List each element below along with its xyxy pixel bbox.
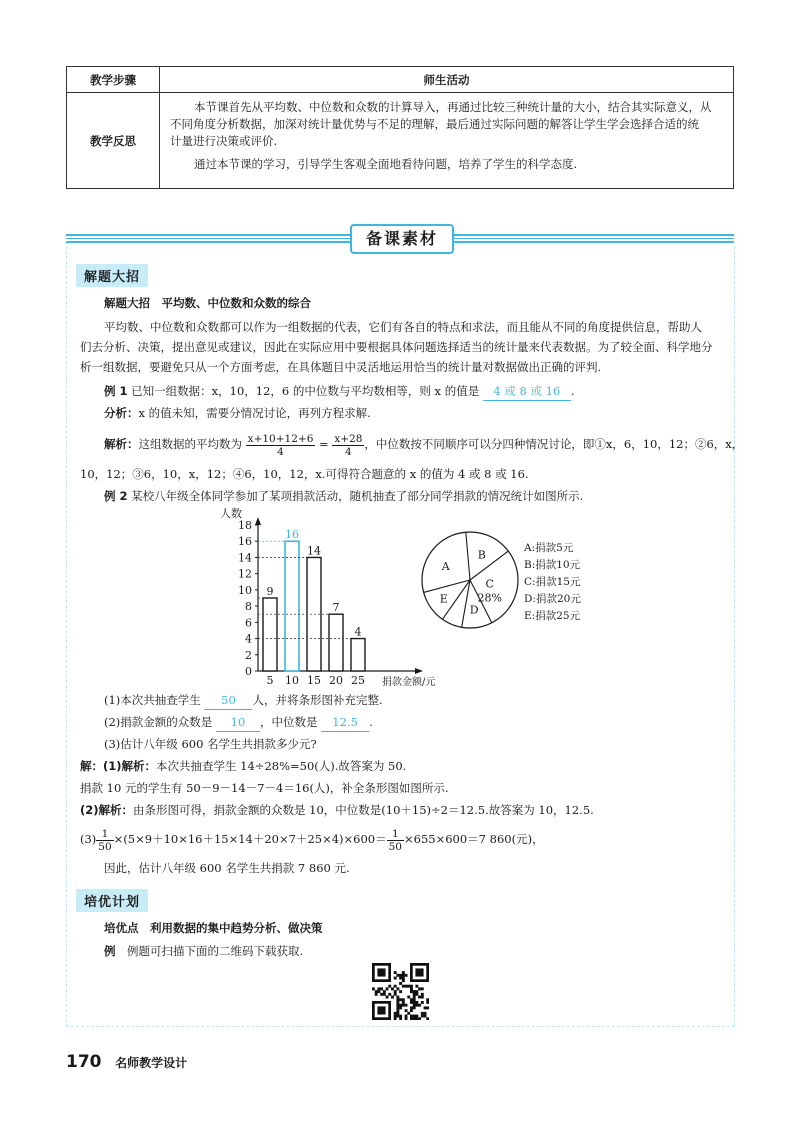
bar xyxy=(329,614,343,671)
data-label: 7 xyxy=(332,601,340,615)
y-tick-label: 8 xyxy=(245,600,252,614)
bar-chart xyxy=(210,505,450,687)
section-heading: 解题大招 平均数、中位数和众数的综合 xyxy=(104,296,311,310)
y-axis-arrow xyxy=(255,517,261,525)
y-tick-label: 18 xyxy=(238,519,252,532)
y-tick-label: 6 xyxy=(245,616,252,630)
solution-3: (3) $\frac{1}{50}$ ×(5×9＋10×16＋15×14＋20×7＋25×4)×600＝ $\frac{1}{50}$ ×655×600＝7 860(元)， xyxy=(80,827,544,853)
y-tick-label: 0 xyxy=(245,665,252,678)
y-tick-label: 14 xyxy=(238,551,252,565)
intro-line: 平均数、中位数和众数都可以作为一组数据的代表，它们有各自的特点和求法，而且能从不同的角度提供信息，帮助人 xyxy=(104,320,702,334)
section-tag-advance: 培优计划 xyxy=(76,889,148,912)
pie-legend xyxy=(524,540,581,625)
intro-line: 析一组数据，要避免只从一个方面考虑，在具体题目中灵活地运用恰当的统计量对数据做出正确的评判. xyxy=(80,360,602,374)
data-label: 9 xyxy=(266,585,274,598)
reflection-line: 通过本节课的学习，引导学生客观全面地看待问题，培养了学生的科学态度. xyxy=(194,157,578,171)
y-axis-label: 人数 xyxy=(220,507,242,520)
solution-label: 解析： xyxy=(104,437,139,451)
section-heading: 培优点 利用数据的集中趋势分析、做决策 xyxy=(104,921,323,935)
banner-title: 备课素材 xyxy=(350,224,454,254)
answer-blank: 4 或 8 或 16 xyxy=(483,383,571,401)
legend-item: D:捐款20元 xyxy=(524,593,581,605)
example-text: 已知一组数据：x，10，12，6 的中位数与平均数相等，则 x 的值是 xyxy=(131,384,480,398)
y-tick-label: 16 xyxy=(238,535,252,549)
example-1: 例 1 已知一组数据：x，10，12，6 的中位数与平均数相等，则 x 的值是 4 或 8 或 16 . xyxy=(104,383,575,401)
pie-slice-label: C xyxy=(485,577,494,591)
reflection-line: 计量进行决策或评价. xyxy=(170,134,278,148)
bar xyxy=(263,598,277,671)
x-axis-label: 捐款金额/元 xyxy=(382,677,436,687)
analysis-label: 分析： xyxy=(104,406,139,420)
question-3: (3)估计八年级 600 名学生共捐款多少元? xyxy=(104,737,317,751)
answer-blank: 10 xyxy=(216,714,260,732)
solution-line: 10，12；③6，10，x，12；④6，10，12，x.可得符合题意的 x 的值为 4 或 8 或 16. xyxy=(80,467,529,481)
answer-blank: 12.5 xyxy=(321,714,369,732)
reflection-table xyxy=(66,66,734,189)
pie-slice-label: E xyxy=(439,592,448,606)
question-1: (1)本次共抽查学生 50 人，并将条形图补充完整. xyxy=(104,692,383,710)
x-tick-label: 20 xyxy=(329,674,343,687)
legend-item: A:捐款5元 xyxy=(524,542,574,554)
pie-slice-label: A xyxy=(441,560,450,573)
page-number: 170 xyxy=(66,1052,102,1072)
data-label: 14 xyxy=(307,544,321,558)
table-header-step: 教学步骤 xyxy=(67,67,160,93)
bar xyxy=(351,639,365,671)
table-header-activity: 师生活动 xyxy=(160,67,734,93)
example-1-solution: 解析：这组数据的平均数为 $\frac{x+10+12+6}{4}$ = $\frac{x+28}{4}$ ，中位数按不同顺序可以分四种情况讨论，即①x，6，10，12；②6，x， xyxy=(104,432,744,458)
pie-slice-label: B xyxy=(477,548,486,562)
pie-slice-label: D xyxy=(469,603,479,617)
example-1-analysis: 分析：x 的值未知，需要分情况讨论，再列方程求解. xyxy=(104,406,371,420)
legend-item: C:捐款15元 xyxy=(524,576,581,588)
y-tick-label: 10 xyxy=(238,583,252,597)
qr-code-icon[interactable] xyxy=(372,963,429,1020)
section-tag-tips: 解题大招 xyxy=(76,264,148,287)
solution-2: (2)解析：由条形图可得，捐款金额的众数是 10，中位数是(10＋15)÷2＝12.5.故答案为 10，12.5. xyxy=(80,803,594,817)
solution-line: 因此，估计八年级 600 名学生共捐款 7 860 元. xyxy=(104,861,350,875)
x-tick-label: 15 xyxy=(307,674,321,687)
legend-item: B:捐款10元 xyxy=(524,559,581,571)
legend-item: E:捐款25元 xyxy=(524,610,581,622)
x-axis-arrow xyxy=(415,668,423,674)
table-row-content xyxy=(160,93,734,189)
answer-blank: 50 xyxy=(204,692,252,710)
data-label: 16 xyxy=(285,528,299,542)
solution-1: 解：(1)解析：本次共抽查学生 14÷28%=50(人).故答案为 50. xyxy=(80,759,407,773)
example-text: 某校八年级全体同学参加了某项捐款活动，随机抽查了部分同学捐款的情况统计如图所示. xyxy=(131,489,584,503)
data-label: 4 xyxy=(354,625,362,639)
x-tick-label: 25 xyxy=(351,674,365,687)
x-tick-label: 10 xyxy=(285,674,299,687)
table-row-label: 教学反思 xyxy=(67,93,160,189)
y-tick-label: 2 xyxy=(245,648,252,662)
question-2: (2)捐款金额的众数是 10 ，中位数是 12.5 . xyxy=(104,714,373,732)
page-footer xyxy=(66,1052,187,1072)
reflection-line: 不同角度分析数据，加深对统计量优势与不足的理解，最后通过实际问题的解答让学生学会选择合适的统 xyxy=(170,117,699,131)
y-tick-label: 4 xyxy=(245,632,252,646)
x-tick-label: 5 xyxy=(266,674,274,687)
bar xyxy=(285,541,299,671)
example-label: 例 2 xyxy=(104,489,128,503)
book-title: 名师教学设计 xyxy=(115,1056,188,1070)
example-2 xyxy=(104,488,583,505)
pie-chart xyxy=(418,528,523,633)
solution-line: 捐款 10 元的学生有 50－9－14－7－4＝16(人)，补全条形图如图所示. xyxy=(80,781,449,795)
intro-line: 们去分析、决策，提出意见或建议，因此在实际应用中要根据具体问题选择适当的统计量来代表数据。为了较全面、科学地分 xyxy=(80,340,713,354)
example-download: 例 例题可扫描下面的二维码下载获取. xyxy=(104,944,304,958)
solution-label: (2)解析： xyxy=(80,803,134,817)
pie-slice-value: 28% xyxy=(477,591,502,605)
reflection-line: 本节课首先从平均数、中位数和众数的计算导入，再通过比较三种统计量的大小，结合其实际意义，从 xyxy=(194,100,712,114)
example-label: 例 1 xyxy=(104,384,128,398)
solution-label: 解：(1)解析： xyxy=(80,759,157,773)
y-tick-label: 12 xyxy=(238,567,252,581)
